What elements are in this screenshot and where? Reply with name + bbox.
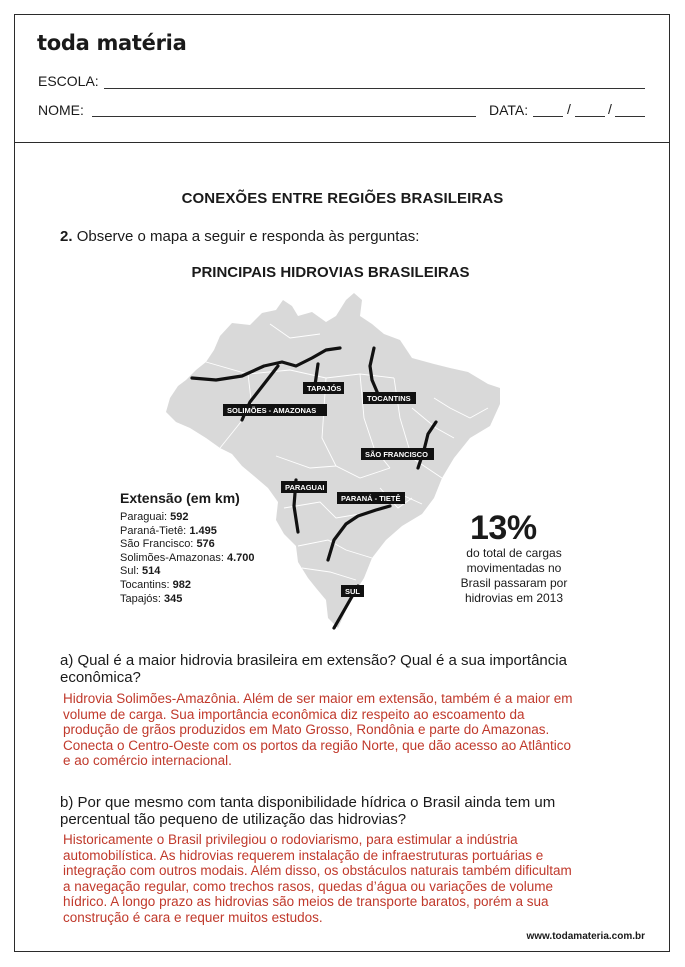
brand-logo: toda matéria (37, 31, 187, 55)
stat-percentage: 13% (470, 509, 537, 547)
label-sul (341, 585, 364, 597)
question-a: a) Qual é a maior hidrovia brasileira em extensão? Qual é a sua importância econômica? (60, 652, 567, 686)
extension-row: Solimões-Amazonas: 4.700 (120, 551, 255, 564)
extension-row: São Francisco: 576 (120, 538, 215, 551)
question-prompt (60, 228, 419, 245)
extension-row: Paraguai: 592 (120, 511, 189, 523)
extension-row: Tapajós: 345 (120, 592, 183, 605)
extension-row: Paraná-Tietê: 1.495 (120, 524, 217, 537)
question-number: 2. (60, 228, 73, 245)
question-b: b) Por que mesmo com tanta disponibilidade hídrica o Brasil ainda tem um percentual tão pequeno de utilização das hidrovias? (60, 794, 556, 828)
extension-title: Extensão (em km) (120, 490, 240, 506)
answer-b: Historicamente o Brasil privilegiou o rodoviarismo, para estimular a indústria automobilística. As hidrovias requerem instalação de infraestruturas portuárias e integração com outros modais. Além disso, os obstáculos naturais também dificultam a navegação regular, como trechos rasos, quedas d’água ou variações de volume hídrico. A longo prazo as hidrovias são meios de transporte baratos, porém a sua construção é cara e requer muitos estudos. (63, 832, 572, 925)
label-sao-francisco (361, 448, 434, 460)
map-title: PRINCIPAIS HIDROVIAS BRASILEIRAS (191, 264, 470, 281)
extension-row: Sul: 514 (120, 565, 161, 578)
label-parana-tiete (337, 492, 405, 504)
svg-text:SOLIMÕES - AMAZONAS: SOLIMÕES - AMAZONAS (227, 406, 317, 415)
header-divider (14, 142, 670, 143)
label-tocantins (363, 392, 416, 404)
extension-legend (120, 490, 255, 606)
stat-description: do total de cargas movimentadas no Brasil passaram por hidrovias em 2013 (460, 546, 568, 605)
name-field[interactable] (92, 116, 476, 117)
label-paraguai (281, 481, 327, 493)
date-label: DATA: (489, 102, 529, 118)
svg-text:PARAGUAI: PARAGUAI (285, 483, 325, 492)
svg-text:SÃO FRANCISCO: SÃO FRANCISCO (365, 450, 428, 459)
date-separator: / (608, 101, 612, 117)
svg-text:TOCANTINS: TOCANTINS (367, 394, 411, 403)
school-field[interactable] (104, 88, 645, 89)
svg-text:PARANÁ - TIETÊ: PARANÁ - TIETÊ (341, 494, 401, 503)
svg-text:SUL: SUL (345, 587, 360, 596)
footer-url[interactable]: www.todamateria.com.br (526, 931, 645, 942)
date-separator: / (567, 101, 571, 117)
label-solimoes-amazonas (223, 404, 327, 416)
extension-row: Tocantins: 982 (120, 578, 191, 591)
answer-a: Hidrovia Solimões-Amazônia. Além de ser maior em extensão, também é a maior em volume de carga. Sua importância econômica diz respeito ao escoamento da produção de grãos produzidos em Mato Grosso, Rondônia e parte do Amazonas. Conecta o Centro-Oeste com os portos da região Norte, que dão acesso ao Atlântico e ao comércio internacional. (63, 691, 573, 768)
question-text: Observe o mapa a seguir e responda às perguntas: (76, 228, 420, 245)
date-month-field[interactable] (575, 116, 605, 117)
name-label: NOME: (38, 102, 84, 118)
section-title: CONEXÕES ENTRE REGIÕES BRASILEIRAS (181, 190, 504, 207)
svg-text:TAPAJÓS: TAPAJÓS (307, 384, 342, 393)
date-day-field[interactable] (533, 116, 563, 117)
label-tapajos (303, 382, 344, 394)
date-year-field[interactable] (615, 116, 645, 117)
school-label: ESCOLA: (38, 73, 99, 89)
